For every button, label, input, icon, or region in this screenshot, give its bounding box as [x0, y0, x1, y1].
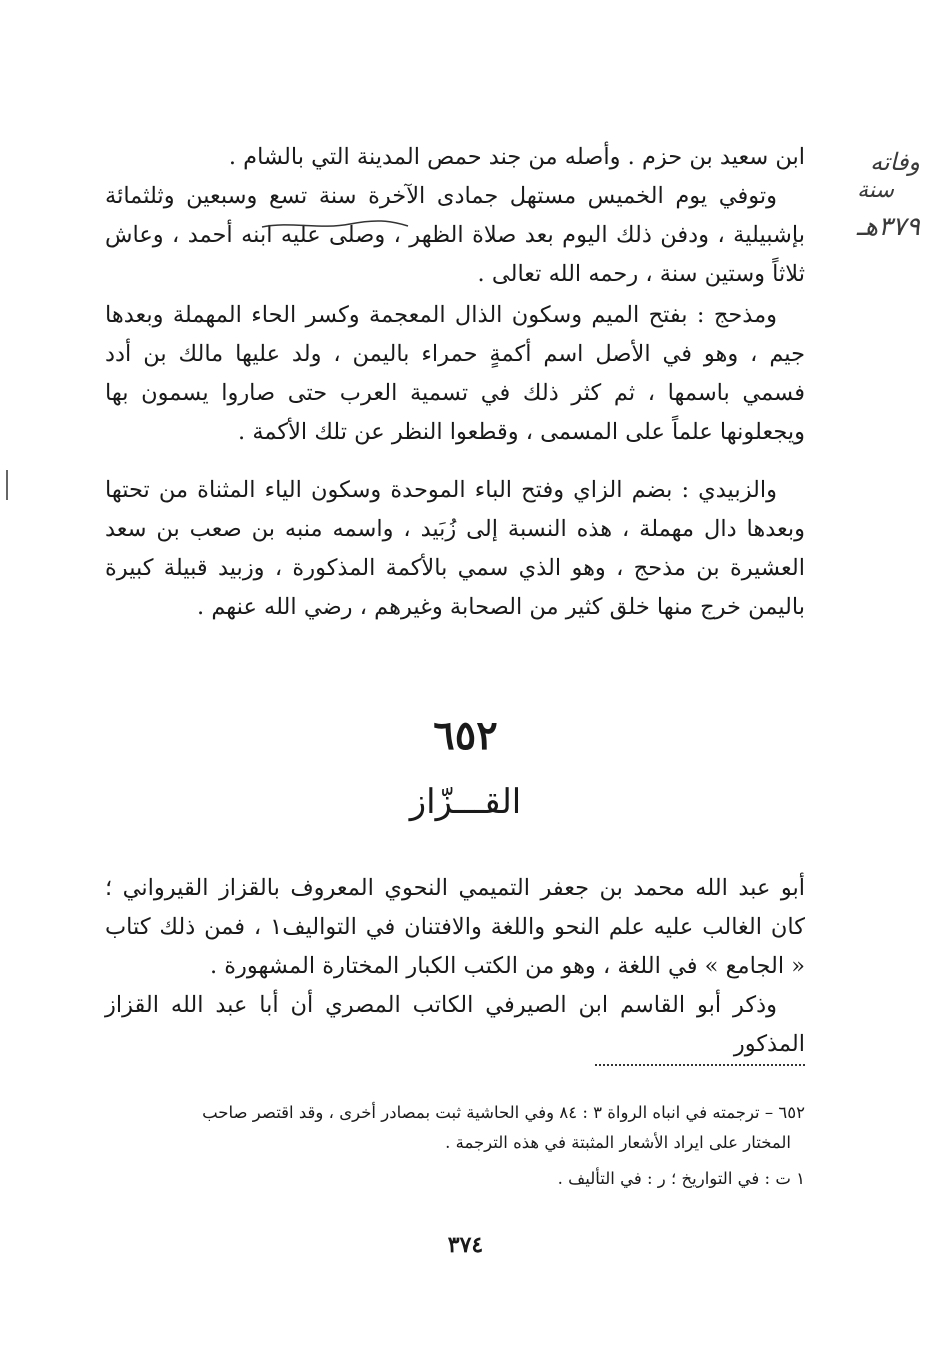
- paragraph: ابن سعيد بن حزم . وأصله من جند حمص المدينة التي بالشام .: [228, 144, 805, 170]
- text-block-4: [105, 869, 805, 1064]
- text-block-2: [105, 296, 805, 452]
- paragraph: ومذحج : بفتح الميم وسكون الذال المعجمة وكسر الحاء المهملة وبعدها جيم ، وهو في الأصل اسم أكمةٍ حمراء باليمن ، ولد عليها مالك بن أدد فسمي باسمها ، ثم كثر ذلك في تسمية العرب حتى صاروا يسمون بها ويجعلونها علماً على المسمى ، وقطعوا النظر عن تلك الأكمة .: [105, 302, 805, 445]
- footnote-line: ١ ت : في التواريخ ؛ ر : في التأليف .: [557, 1169, 805, 1188]
- entry-title: القـــزّاز: [409, 782, 522, 822]
- text-block-1: [105, 138, 805, 294]
- handwritten-margin-note: [812, 148, 924, 258]
- footnote-line: المختار على ايراد الأشعار المثبتة في هذه الترجمة .: [445, 1133, 791, 1152]
- margin-note-line: سنة: [857, 178, 894, 203]
- paragraph: والزبيدي : بضم الزاي وفتح الباء الموحدة وسكون الياء المثناة من تحتها وبعدها دال مهملة ، هذه النسبة إلى زُبَيد ، واسمه منبه بن صعب بن سعد العشيرة بن مذحج ، وهو الذي سمي بالأكمة المذكورة ، وزبيد قبيلة كبيرة باليمن خرج منها خلق كثير من الصحابة وغيرهم ، رضي الله عنهم .: [105, 477, 805, 620]
- footnote-divider: [595, 1064, 805, 1066]
- entry-number: ٦٥٢: [433, 712, 498, 759]
- page-number: ٣٧٤: [447, 1232, 484, 1258]
- handwritten-underline: [260, 218, 410, 232]
- footnotes: [115, 1098, 805, 1194]
- margin-note-line: وفاته: [870, 148, 920, 176]
- scan-edge-mark: [6, 470, 8, 500]
- text-block-3: [105, 471, 805, 627]
- margin-note-line: ٣٧٩هـ: [856, 212, 920, 242]
- paragraph: وتوفي يوم الخميس مستهل جمادى الآخرة سنة تسع وسبعين وثلثمائة بإشبيلية ، ودفن ذلك اليوم بعد صلاة الظهر ، وصلى عليه ابنه أحمد ، وعاش ثلاثاً وستين سنة ، رحمه الله تعالى .: [105, 183, 805, 287]
- paragraph: وذكر أبو القاسم ابن الصيرفي الكاتب المصري أن أبا عبد الله القزاز المذكور: [105, 992, 805, 1057]
- paragraph: أبو عبد الله محمد بن جعفر التميمي النحوي المعروف بالقزاز القيرواني ؛ كان الغالب عليه علم النحو واللغة والافتنان في التواليف١ ، فمن ذلك كتاب « الجامع » في اللغة ، وهو من الكتب الكبار المختارة المشهورة .: [105, 875, 805, 979]
- footnote-line: ٦٥٢ – ترجمته في انباه الرواة ٣ : ٨٤ وفي الحاشية ثبت بمصادر أخرى ، وقد اقتصر صاحب: [202, 1103, 805, 1122]
